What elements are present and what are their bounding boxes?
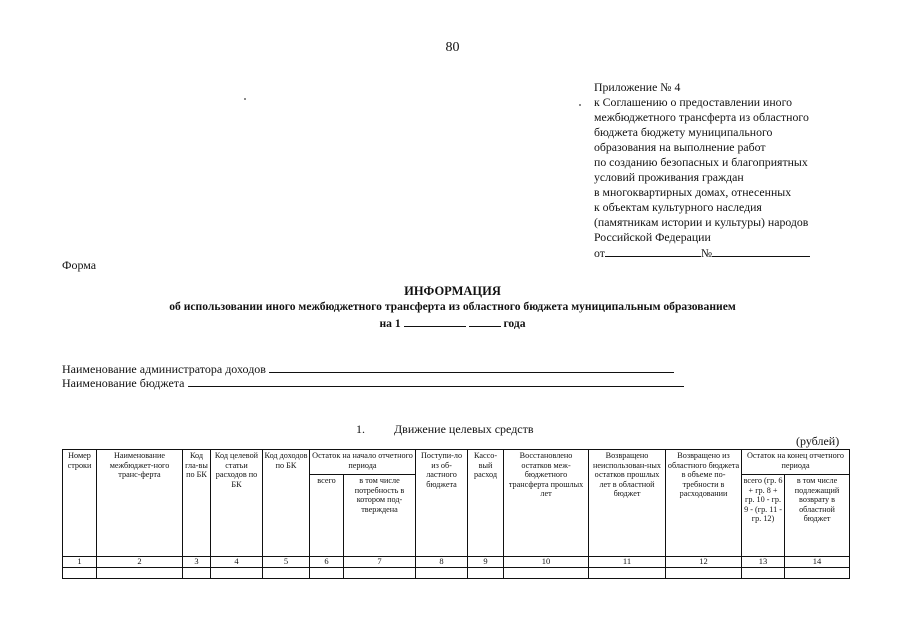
number-blank[interactable] [712, 245, 810, 257]
appendix-line: по созданию безопасных и благоприятных [594, 155, 808, 169]
header-row-number: Номер строки [63, 450, 97, 557]
column-number: 5 [263, 557, 310, 568]
table-cell[interactable] [504, 567, 589, 578]
scan-speck [244, 98, 246, 100]
table-cell[interactable] [344, 567, 416, 578]
column-number: 3 [183, 557, 211, 568]
table-row [63, 567, 850, 578]
date-day-month-blank[interactable] [404, 315, 466, 327]
budget-field [62, 376, 684, 391]
number-label: № [700, 246, 713, 260]
header-opening-total: всего [310, 475, 344, 557]
table-cell[interactable] [589, 567, 666, 578]
table-cell[interactable] [666, 567, 742, 578]
section-number: 1. [356, 422, 365, 436]
table-cell[interactable] [416, 567, 468, 578]
document-subtitle: об использовании иного межбюджетного трансферта из областного бюджета муниципальным образованием [169, 300, 736, 313]
appendix-date-number-line [594, 245, 810, 261]
header-closing-total: всего (гр. 6 + гр. 8 + гр. 10 - гр. 9 - (гр. 11 - гр. 12) [742, 475, 785, 557]
date-year-blank[interactable] [469, 315, 501, 327]
date-prefix: на 1 [379, 317, 401, 330]
appendix-line: к Соглашению о предоставлении иного [594, 95, 793, 109]
section-title: Движение целевых средств [394, 422, 534, 436]
header-income-code: Код доходов по БК [263, 450, 310, 557]
table-cell[interactable] [183, 567, 211, 578]
column-number: 11 [589, 557, 666, 568]
appendix-line: условий проживания граждан [594, 170, 744, 184]
section-heading [356, 422, 534, 437]
column-number: 12 [666, 557, 742, 568]
column-number: 4 [211, 557, 263, 568]
header-received-from-region: Поступи-ло из об-ластного бюджета [416, 450, 468, 557]
admin-field [62, 362, 674, 377]
table-cell[interactable] [63, 567, 97, 578]
header-returned-unused: Возвращено неиспользован-ных остатков прошлых лет в областной бюджет [589, 450, 666, 557]
column-number: 9 [468, 557, 504, 568]
page-number: 80 [445, 40, 460, 55]
column-number: 13 [742, 557, 785, 568]
budget-input-line[interactable] [188, 376, 684, 387]
appendix-line: межбюджетного трансферта из областного [594, 110, 809, 124]
column-number: 7 [344, 557, 416, 568]
appendix-line: Российской Федерации [594, 230, 711, 244]
from-label: от [594, 246, 605, 260]
appendix-line: образования на выполнение работ [594, 140, 766, 154]
appendix-line: Приложение № 4 [594, 80, 681, 94]
header-closing-balance: Остаток на конец отчетного периода [742, 450, 850, 475]
header-returned-from-region: Возвращено из областного бюджета в объеме по-требности в расходовании [666, 450, 742, 557]
header-opening-confirmed: в том числе потребность в котором под-тверждена [344, 475, 416, 557]
document-title: ИНФОРМАЦИЯ [404, 284, 501, 298]
column-number: 10 [504, 557, 589, 568]
header-opening-balance: Остаток на начало отчетного периода [310, 450, 416, 475]
header-closing-to-return: в том числе подлежащий возврату в областной бюджет [785, 475, 850, 557]
column-number: 8 [416, 557, 468, 568]
appendix-line: к объектам культурного наследия [594, 200, 762, 214]
header-cash-expense: Кассо-вый расход [468, 450, 504, 557]
funds-movement-table [62, 449, 850, 579]
table-cell[interactable] [785, 567, 850, 578]
column-number: 6 [310, 557, 344, 568]
table-cell[interactable] [211, 567, 263, 578]
table-cell[interactable] [263, 567, 310, 578]
table-cell[interactable] [97, 567, 183, 578]
column-number: 2 [97, 557, 183, 568]
header-target-article-code: Код целевой статьи расходов по БК [211, 450, 263, 557]
table-cell[interactable] [742, 567, 785, 578]
header-restored-balances: Восстановлено остатков меж-бюджетного трансферта прошлых лет [504, 450, 589, 557]
date-suffix: года [503, 317, 526, 330]
table-cell[interactable] [468, 567, 504, 578]
header-chapter-code: Код гла-вы по БК [183, 450, 211, 557]
report-date-line [0, 315, 905, 330]
admin-label: Наименование администратора доходов [62, 362, 266, 376]
units-label: (рублей) [796, 434, 840, 448]
date-blank[interactable] [605, 245, 701, 257]
table-cell[interactable] [310, 567, 344, 578]
column-number: 1 [63, 557, 97, 568]
form-label: Форма [62, 258, 97, 272]
appendix-line: в многоквартирных домах, отнесенных [594, 185, 792, 199]
appendix-block [594, 80, 810, 261]
header-transfer-name: Наименование межбюджет-ного транс-ферта [97, 450, 183, 557]
scan-speck [579, 104, 581, 106]
appendix-line: (памятникам истории и культуры) народов [594, 215, 809, 229]
admin-input-line[interactable] [269, 362, 674, 373]
budget-label: Наименование бюджета [62, 376, 185, 390]
column-number: 14 [785, 557, 850, 568]
appendix-line: бюджета бюджету муниципального [594, 125, 773, 139]
